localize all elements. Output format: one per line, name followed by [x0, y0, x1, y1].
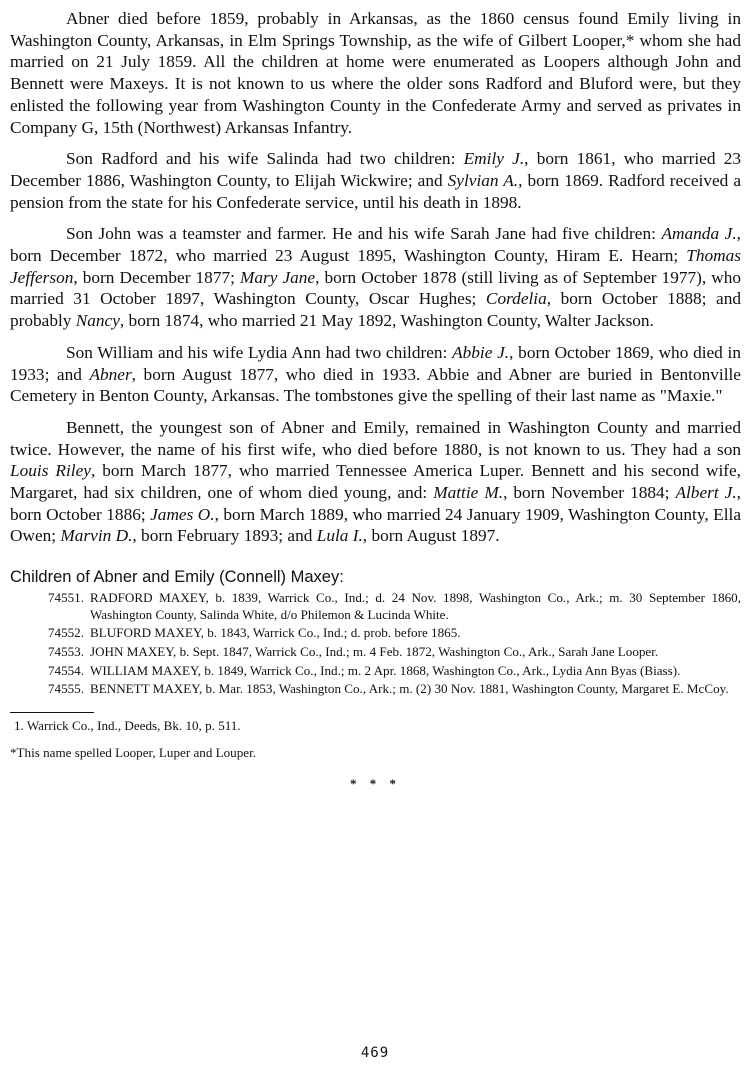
child-entry [10, 644, 741, 661]
text-run: , born October 1888; and probably [10, 289, 741, 331]
child-number: 74552. [47, 625, 84, 641]
italic-name: Louis Riley [10, 461, 91, 481]
italic-name: Abbie J. [452, 342, 510, 362]
footnote [10, 717, 741, 734]
text-run: Abner died before 1859, probably in Arkansas, as the 1860 census found Emily living in Washington County, Arkansas, in Elm Springs Township, as the wife of Gilbert Looper,* whom she had married on 21 July 1859. All the children at home were enumerated as Loopers although John and Bennett were Maxeys. It is not known to us where the older sons Radford and Bluford were, but they enlisted the following year from Washington County in the Confederate Army and served as privates in Company G, 15th (Northwest) Arkansas Infantry. [10, 9, 741, 137]
italic-name: Mattie M. [433, 483, 504, 503]
text-run: , born 1869. Radford received a pension from the state for his Confederate service, until his death in 1898. [10, 170, 741, 212]
text-run: , born October 1886; [10, 483, 741, 524]
child-text: WILLIAM MAXEY, b. 1849, Warrick Co., Ind.; m. 2 Apr. 1868, Washington Co., Ark., Lydia Ann Byas (Biass). [90, 662, 681, 678]
narrative-paragraphs [10, 8, 741, 547]
child-number: 74551. [47, 590, 84, 606]
text-run: , born October 1869, who died in 1933; and [10, 342, 741, 384]
italic-name: Marvin D. [60, 526, 133, 546]
italic-name: Nancy [75, 311, 120, 331]
text-run: Son John was a teamster and farmer. He and his wife Sarah Jane had five children: [66, 224, 662, 244]
text-run: , born 1861, who married 23 December 1886, Washington County, to Elijah Wickwire; and [10, 149, 741, 190]
text-run: , born 1874, who married 21 May 1892, Washington County, Walter Jackson. [119, 311, 654, 331]
paragraph [10, 342, 741, 407]
italic-name: Thomas Jefferson [10, 246, 741, 287]
italic-name: Lula I. [316, 526, 363, 546]
child-text: BLUFORD MAXEY, b. 1843, Warrick Co., Ind.; d. prob. before 1865. [90, 625, 461, 641]
text-run: , born November 1884; [503, 483, 676, 503]
text-run: , born March 1877, who married Tennessee America Luper. Bennett and his second wife, Margaret, had six children, one of whom died young, and: [10, 461, 741, 503]
italic-name: Sylvian A. [447, 170, 519, 190]
text-run: , born December 1877; [73, 267, 240, 287]
asterisk-note: *This name spelled Looper, Luper and Louper. [10, 744, 256, 760]
italic-name: Amanda J. [661, 224, 737, 244]
child-number: 74553. [47, 643, 84, 659]
child-text: RADFORD MAXEY, b. 1839, Warrick Co., Ind.; d. 24 Nov. 1898, Washington Co., Ark.; m. 30 September 1860, Washington County, Salinda White, d/o Philemon & Lucinda White. [90, 590, 741, 622]
child-entry [10, 625, 741, 642]
footnote-text: Warrick Co., Ind., Deeds, Bk. 10, p. 511. [26, 717, 241, 733]
paragraph [10, 223, 741, 332]
child-entry [10, 590, 741, 623]
text-run: Son Radford and his wife Salinda had two children: [66, 149, 464, 169]
text-run: , born February 1893; and [132, 526, 317, 546]
text-run: , born October 1878 (still living as of September 1977), who married 31 October 1897, Washington County, Oscar Hughes; [10, 267, 742, 309]
italic-name: Mary Jane [239, 267, 316, 287]
paragraph [10, 417, 741, 547]
italic-name: Abner [89, 364, 132, 384]
paragraph [10, 148, 741, 213]
italic-name: Cordelia [485, 289, 547, 309]
page-number: 469 [360, 1045, 390, 1061]
child-entry [10, 681, 741, 698]
child-entry [10, 663, 741, 680]
children-heading: Children of Abner and Emily (Connell) Maxey: [10, 568, 344, 587]
document-page [10, 8, 741, 792]
text-run: Son William and his wife Lydia Ann had two children: [66, 342, 453, 362]
children-list [10, 590, 741, 698]
child-text: BENNETT MAXEY, b. Mar. 1853, Washington Co., Ark.; m. (2) 30 Nov. 1881, Washington County, Margaret E. McCoy. [90, 681, 729, 697]
child-number: 74555. [47, 681, 84, 697]
footnote-rule [10, 712, 94, 713]
text-run: , born August 1897. [362, 526, 500, 546]
italic-name: Albert J. [675, 483, 737, 503]
child-text: JOHN MAXEY, b. Sept. 1847, Warrick Co., Ind.; m. 4 Feb. 1872, Washington Co., Ark., Sarah Jane Looper. [90, 643, 659, 659]
text-run: , born December 1872, who married 23 August 1895, Washington County, Hiram E. Hearn; [10, 224, 741, 266]
footnote-number: 1. [14, 717, 24, 733]
text-run: , born August 1877, who died in 1933. Abbie and Abner are buried in Bentonville Cemetery in Benton County, Arkansas. The tombstones give the spelling of their last name as "Maxie." [10, 364, 741, 406]
italic-name: Emily J. [463, 149, 525, 169]
text-run: , born March 1889, who married 24 January 1909, Washington County, Ella Owen; [10, 504, 741, 546]
text-run: Bennett, the youngest son of Abner and Emily, remained in Washington County and married twice. However, the name of his first wife, who died before 1880, is not known to us. They had a son [10, 417, 741, 459]
italic-name: James O. [150, 504, 215, 524]
child-number: 74554. [47, 662, 84, 678]
paragraph [10, 8, 741, 138]
section-separator: * * * [350, 775, 401, 791]
